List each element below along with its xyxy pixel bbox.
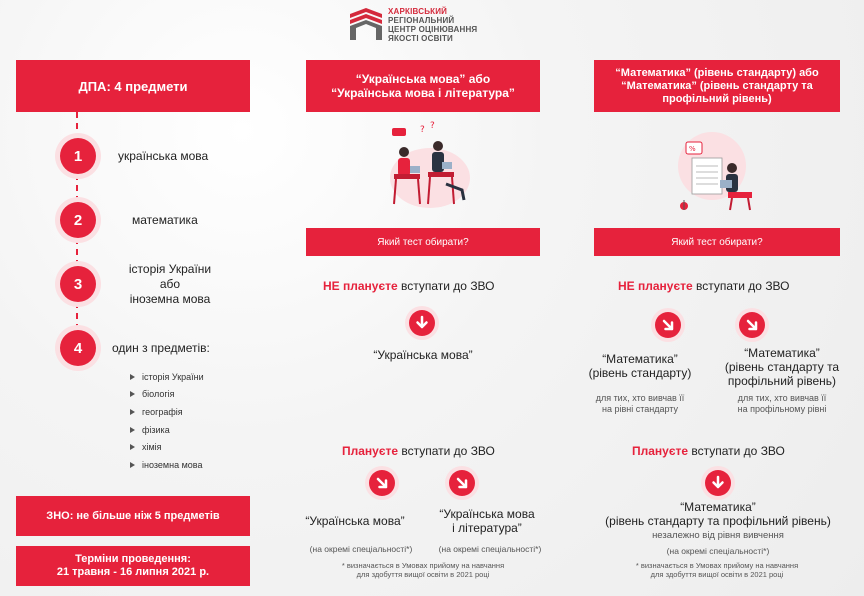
plan-rest: вступати до ЗВО	[688, 444, 785, 458]
subject-label: географія	[142, 406, 183, 417]
terms-line: Терміни проведення:	[75, 553, 191, 565]
option-line: (рівень стандарту)	[588, 366, 692, 380]
step-3-line: або	[159, 277, 181, 291]
terms-line: 21 травня - 16 липня 2021 р.	[56, 566, 210, 578]
dashed-connector	[76, 302, 78, 330]
zno-banner: ЗНО: не більше ніж 5 предметів	[16, 496, 250, 536]
svg-text:?: ?	[420, 125, 425, 135]
logo-mark-icon	[348, 6, 384, 42]
svg-text:%: %	[689, 145, 696, 153]
not-plan-bold: НЕ плануєте	[323, 279, 398, 293]
option-line: “Математика”	[680, 500, 756, 514]
down-left-arrow-icon	[369, 470, 395, 496]
step-3-line: іноземна мова	[129, 292, 211, 306]
down-left-arrow-icon	[655, 312, 681, 338]
plan-option-2	[422, 507, 552, 535]
which-test-box: Який тест обирати?	[594, 228, 840, 256]
subject-label: фізика	[142, 424, 170, 435]
footnote	[594, 561, 840, 579]
not-plan-option: “Українська мова”	[373, 348, 473, 362]
dashed-connector	[76, 174, 78, 202]
math-option-2-note	[712, 393, 852, 415]
math-option-1-note	[572, 393, 708, 415]
list-item	[130, 438, 204, 456]
plan-bold: Плануєте	[342, 444, 399, 458]
footnote-line: для здобуття вищої освіти в 2021 році	[356, 570, 490, 579]
which-test-box: Який тест обирати?	[306, 228, 540, 256]
down-right-arrow-icon	[449, 470, 475, 496]
note-2: (на окремі спеціальності*)	[438, 544, 542, 554]
dashed-connector	[76, 112, 78, 140]
option-line: “Математика”	[744, 346, 820, 360]
note-1: (на окремі спеціальності*)	[309, 544, 413, 554]
triangle-bullet-icon	[130, 409, 135, 415]
ukrainian-header	[306, 60, 540, 112]
subject-list	[130, 368, 204, 474]
students-illustration	[380, 118, 480, 214]
not-plan-rest: вступати до ЗВО	[692, 279, 790, 293]
triangle-bullet-icon	[130, 427, 135, 433]
dashed-connector	[76, 238, 78, 266]
not-plan-text	[618, 279, 790, 293]
list-item	[130, 456, 204, 474]
footnote-line: для здобуття вищої освіти в 2021 році	[650, 570, 784, 579]
subject-label: історія України	[142, 371, 204, 382]
logo-line: РЕГІОНАЛЬНИЙ	[388, 16, 455, 25]
subject-label: іноземна мова	[142, 459, 203, 470]
logo	[348, 4, 518, 44]
list-item	[130, 368, 204, 386]
terms-banner	[16, 546, 250, 586]
svg-text:?: ?	[430, 121, 435, 131]
plan-text	[342, 444, 495, 458]
header-line: “Математика” (рівень стандарту та	[621, 79, 813, 92]
option-line: профільний рівень)	[727, 374, 837, 388]
step-1-text: українська мова	[118, 149, 209, 163]
option-line: “Математика”	[602, 352, 678, 366]
note-line: для тих, хто вивчав її	[737, 393, 827, 403]
option-line: (рівень стандарту та	[724, 360, 840, 374]
not-plan-rest: вступати до ЗВО	[397, 279, 495, 293]
not-plan-text	[323, 279, 495, 293]
option-line: (рівень стандарту та профільний рівень)	[605, 514, 831, 528]
plan-rest: вступати до ЗВО	[398, 444, 495, 458]
plan-text	[632, 444, 785, 458]
not-plan-bold: НЕ плануєте	[618, 279, 693, 293]
math-student-illustration	[672, 120, 764, 214]
logo-text	[388, 7, 477, 43]
step-number-4: 4	[60, 330, 96, 366]
option-line: “Українська мова	[439, 507, 535, 521]
math-header	[594, 60, 840, 112]
logo-line: ЯКОСТІ ОСВІТИ	[388, 34, 454, 43]
triangle-bullet-icon	[130, 462, 135, 468]
note-line: для тих, хто вивчав її	[595, 393, 685, 403]
plan-option-1: “Українська мова”	[305, 514, 405, 528]
math-option-1	[572, 352, 708, 380]
subject-label: біологія	[142, 389, 175, 400]
down-right-arrow-icon	[739, 312, 765, 338]
step-2-text: математика	[132, 213, 198, 227]
step-number-2: 2	[60, 202, 96, 238]
triangle-bullet-icon	[130, 391, 135, 397]
option-line: і література”	[452, 521, 522, 535]
list-item	[130, 403, 204, 421]
plan-bold: Плануєте	[632, 444, 689, 458]
step-number-1: 1	[60, 138, 96, 174]
logo-line: ЦЕНТР ОЦІНЮВАННЯ	[388, 25, 478, 34]
math-option-2	[712, 346, 852, 388]
subject-label: хімія	[142, 442, 162, 453]
footnote	[306, 561, 540, 579]
header-line: “Українська мова і література”	[331, 86, 515, 100]
step-4-text: один з предметів:	[112, 341, 210, 355]
header-line: профільний рівень)	[662, 92, 772, 105]
header-line: “Математика” (рівень стандарту) або	[615, 66, 819, 79]
footnote-line: * визначається в Умовах прийому на навчання	[341, 561, 505, 570]
down-arrow-icon	[409, 310, 435, 336]
step-3-line: історія України	[128, 262, 212, 276]
step-number-3: 3	[60, 266, 96, 302]
down-arrow-icon	[705, 470, 731, 496]
list-item	[130, 386, 204, 404]
triangle-bullet-icon	[130, 374, 135, 380]
note-line: на профільному рівні	[737, 404, 827, 414]
logo-line: ХАРКІВСЬКИЙ	[388, 7, 448, 16]
footnote-line: * визначається в Умовах прийому на навчання	[635, 561, 799, 570]
triangle-bullet-icon	[130, 444, 135, 450]
math-plan-option	[580, 500, 856, 528]
math-note: (на окремі спеціальності*)	[666, 546, 770, 556]
dpa-title: ДПА: 4 предмети	[16, 60, 250, 112]
list-item	[130, 421, 204, 439]
header-line: “Українська мова” або	[355, 72, 491, 86]
math-plan-subnote: незалежно від рівня вивчення	[652, 530, 784, 541]
note-line: на рівні стандарту	[601, 404, 679, 414]
step-3-text	[100, 262, 240, 307]
